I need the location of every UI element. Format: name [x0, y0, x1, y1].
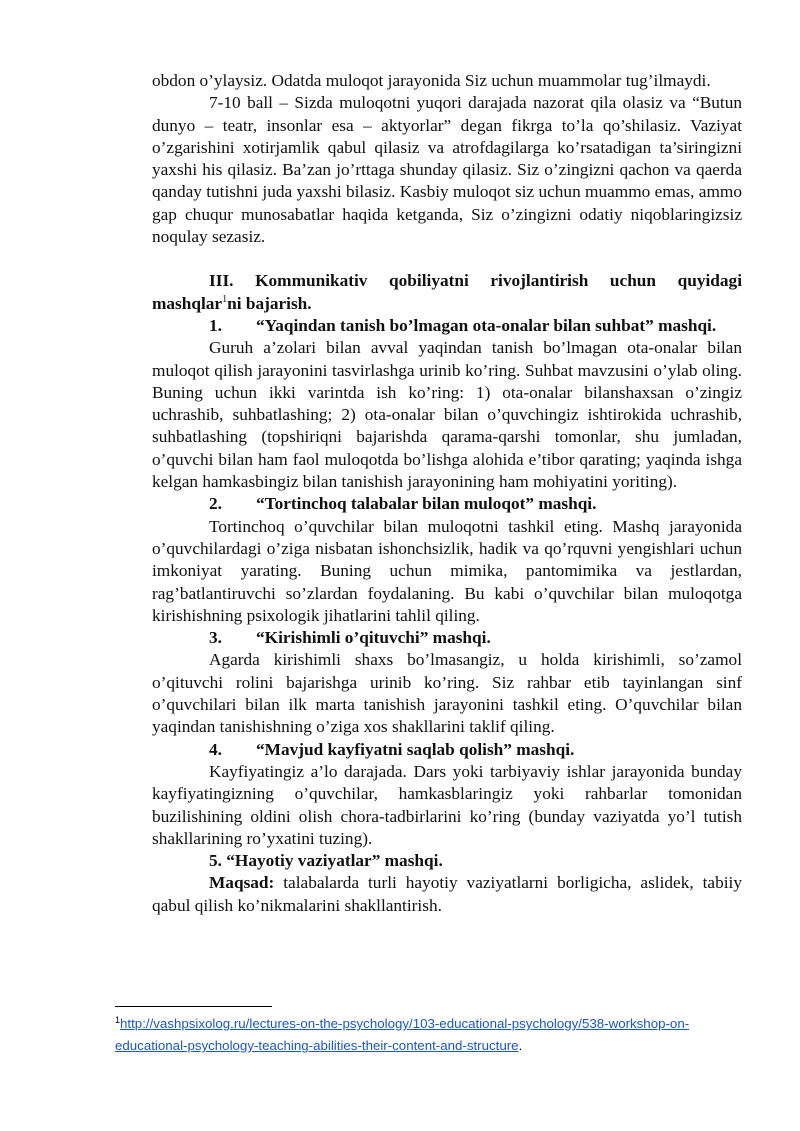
exercise-number: 1.	[209, 315, 222, 335]
exercise-title-text: “Mavjud kayfiyatni saqlab qolish” mashqi.	[256, 739, 575, 759]
footnote	[115, 1013, 745, 1057]
exercise-title	[152, 315, 742, 337]
section-heading	[152, 270, 742, 315]
paragraph-intro: obdon o’ylaysiz. Odatda muloqot jarayonida Siz uchun muammolar tug’ilmaydi.	[152, 71, 711, 90]
exercise-body: Agarda kirishimli shaxs bo’lmasangiz, u holda kirishimli, so’zamol o’qituvchi rolini bajarishga urinib ko’ring. Siz rahbar etib tayinlangan sinf o’quvchilari bilan ilk marta tanishish jarayonini tashkil eting. O’quvchilar bilan yaqindan tanishishning o’ziga xos shakllarini taklif qiling.	[152, 650, 742, 737]
exercise-title-text: “Kirishimli o’qituvchi” mashqi.	[256, 628, 491, 648]
page-body	[152, 70, 742, 917]
exercise-5-title: 5. “Hayotiy vaziyatlar” mashqi.	[209, 851, 443, 871]
footnote-link[interactable]: http://vashpsixolog.ru/lectures-on-the-psychology/103-educational-psychology/538-workshop-on-educational-psychology-teaching-abilities-their-content-and-structure	[115, 1016, 690, 1053]
section-heading-text: III. Kommunikativ qobiliyatni rivojlantirish uchun quyidagi mashqlar	[152, 271, 742, 313]
exercise-number: 2.	[209, 494, 222, 514]
spacer	[152, 248, 742, 270]
footnote-period: .	[518, 1038, 523, 1053]
exercise-5-aim	[152, 872, 742, 917]
footnote-marker: 1	[115, 1015, 121, 1025]
exercise-body: Tortinchoq o’quvchilar bilan muloqotni tashkil eting. Mashq jarayonida o’quvchilardagi o’ziga nisbatan ishonchsizlik, hadik va qo’rquvni yengishlari uchun imkoniyat yarating. Buning uchun mimika, pantomimika va jestlardan, rag’batlantiruvchi so’zlardan foydalaning. Bu kabi o’quvchilar bilan muloqotga kirishishning psixologik jihatlarini tahlil qiling.	[152, 516, 742, 625]
exercise-list	[152, 315, 742, 850]
exercise-title-text: “Tortinchoq talabalar bilan muloqot” mashqi.	[256, 494, 597, 514]
footnote-separator	[115, 1006, 272, 1007]
exercise-body: Kayfiyatingiz a’lo darajada. Dars yoki tarbiyaviy ishlar jarayonida bunday kayfiyatingizning o’quvchilar, hamkasblaringiz yoki rahbarlar tomonidan buzilishining oldini olish chora-tadbirlarini ko’ring (bunday vaziyatda yo’l tutish shakllarining ro’yxatini tuzing).	[152, 761, 742, 848]
exercise-body: Guruh a’zolari bilan avval yaqindan tanish bo’lmagan ota-onalar bilan muloqot qilish jarayonini tasvirlashga urinib ko’ring. Suhbat mavzusini o’ylab oling. Buning uchun ikki varintda ish ko’ring: 1) ota-onalar bilanshaxsan o’zingiz uchrashib, suhbatlashing; 2) ota-onalar bilan o’quvchingiz ishtirokida uchrashib, suhbatlashing (topshiriqni bajarishda qarama-qarshi tomonlar, shu jumladan, o’quvchi bilan ham faol muloqotda bo’lishga alohida e’tibor qarating; yaqinda ishga kelgan hamkasbingiz bilan tanishish jarayonining ham mohiyatini yoriting).	[152, 338, 742, 492]
exercise-title	[152, 739, 742, 761]
aim-text: talabalarda turli hayotiy vaziyatlarni borligicha, aslidek, tabiiy qabul qilish ko’nikmalarini shakllantirish.	[152, 873, 742, 915]
aim-label: Maqsad:	[209, 873, 275, 893]
exercise-number: 3.	[209, 628, 222, 648]
section-heading-tail: ni bajarish.	[227, 293, 312, 313]
exercise-title-text: “Yaqindan tanish bo’lmagan ota-onalar bilan suhbat” mashqi.	[256, 315, 717, 335]
footnote-reference[interactable]: 1	[222, 293, 228, 305]
exercise-title	[152, 493, 742, 515]
exercise-number: 4.	[209, 739, 222, 759]
paragraph-score-7-10: 7-10 ball – Sizda muloqotni yuqori darajada nazorat qila olasiz va “Butun dunyo – teatr, insonlar esa – aktyorlar” degan fikrga to’la qo’shilasiz. Vaziyat o’zgarishini xotirjamlik qabul qilasiz va atrofdagilarga ko’rsatadigan ta’siringizni yaxshi his qilasiz. Ba’zan jo’rttaga shunday qilasiz. Siz o’zingizni qachon va qaerda qanday tutishni juda yaxshi bilasiz. Kasbiy muloqot siz uchun muammo emas, ammo gap chuqur munosabatlar haqida ketganda, Siz o’zingizni odatiy niqoblaringizsiz noqulay sezasiz.	[152, 93, 742, 247]
exercise-title	[152, 627, 742, 649]
